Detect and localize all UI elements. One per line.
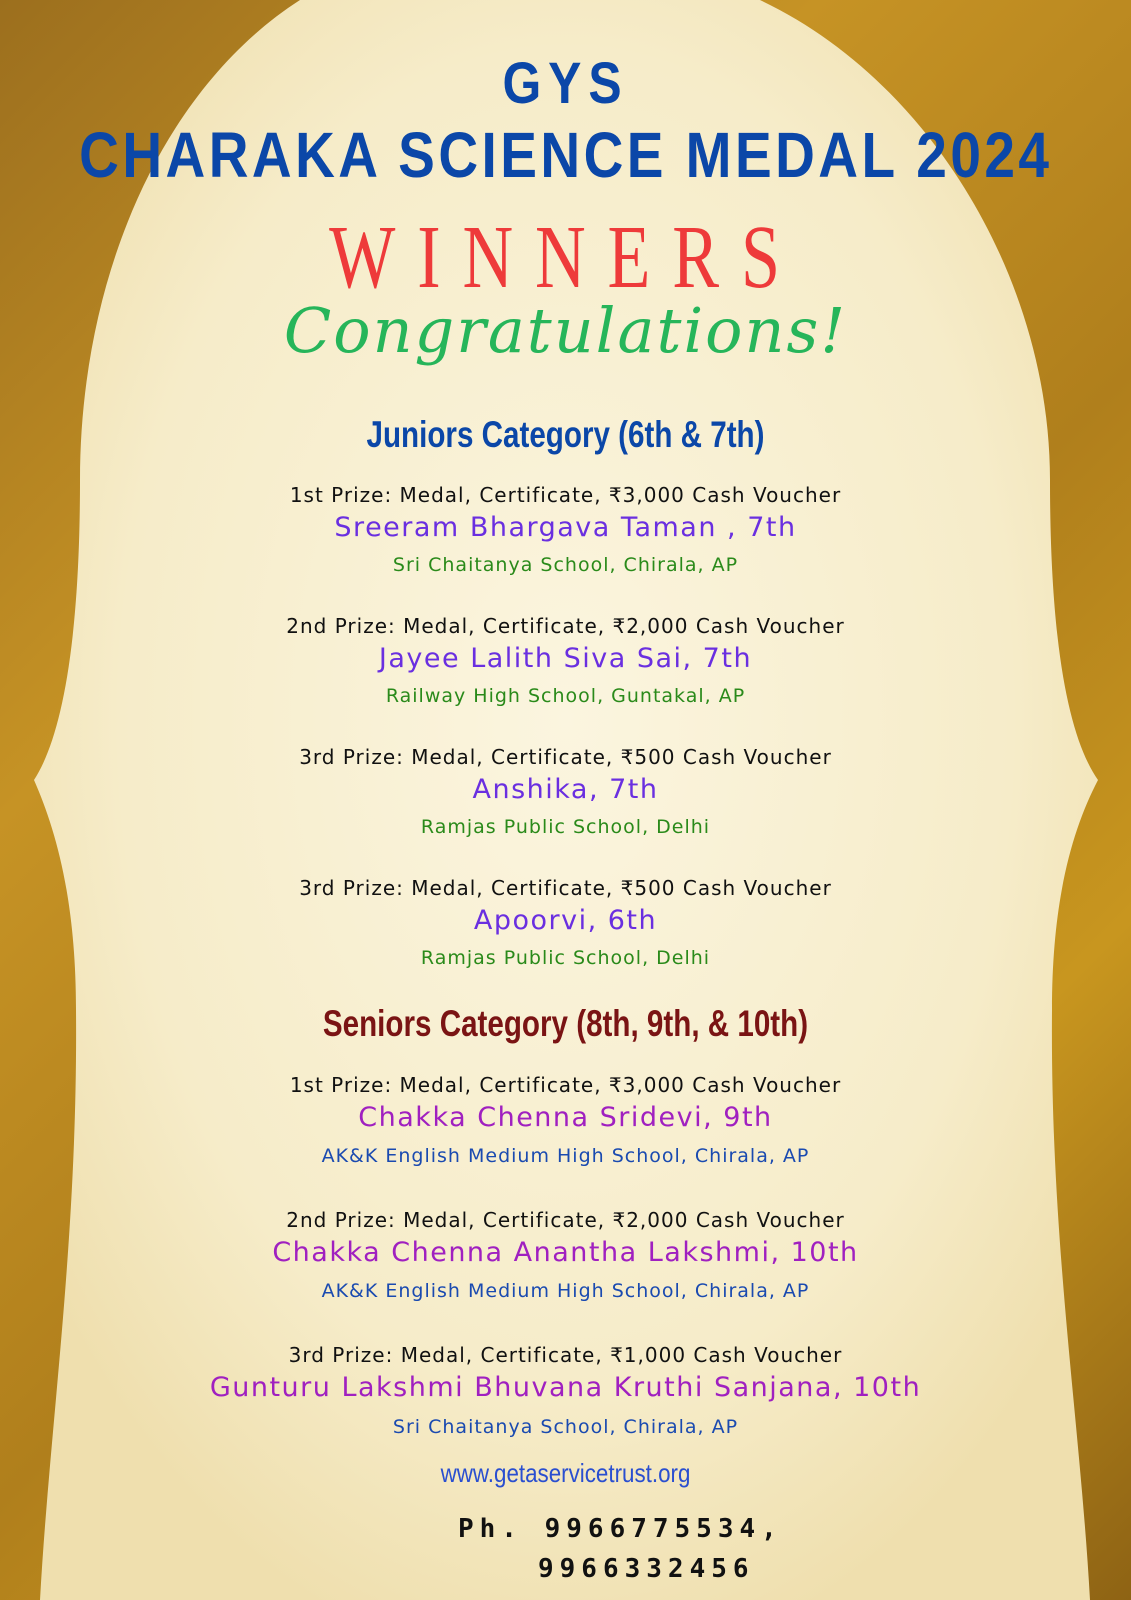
school-name: AK&K English Medium High School, Chirala, AP <box>321 1145 810 1167</box>
prize-label: 3rd Prize: Medal, Certificate, ₹1,000 Cash Voucher <box>288 1343 843 1367</box>
congratulations-text: Congratulations! <box>283 294 848 367</box>
prize-label: 2nd Prize: Medal, Certificate, ₹2,000 Cash Voucher <box>286 614 845 638</box>
school-name: Ramjas Public School, Delhi <box>420 947 711 969</box>
winner-name: Sreeram Bhargava Taman , 7th <box>334 512 797 543</box>
winner-name: Anshika, 7th <box>472 774 659 805</box>
winner-name: Apoorvi, 6th <box>473 905 658 936</box>
school-name: Sri Chaitanya School, Chirala, AP <box>392 554 739 576</box>
school-name: Railway High School, Guntakal, AP <box>385 685 746 707</box>
seniors-category-title: Seniors Category (8th, 9th, & 10th) <box>322 1003 809 1044</box>
prize-label: 1st Prize: Medal, Certificate, ₹3,000 Cash Voucher <box>289 483 842 507</box>
event-title: CHARAKA SCIENCE MEDAL 2024 <box>79 119 1053 191</box>
winner-name: Gunturu Lakshmi Bhuvana Kruthi Sanjana, 10th <box>209 1372 922 1403</box>
school-name: Sri Chaitanya School, Chirala, AP <box>392 1416 739 1438</box>
school-name: Ramjas Public School, Delhi <box>420 816 711 838</box>
prize-label: 3rd Prize: Medal, Certificate, ₹500 Cash Voucher <box>299 745 832 769</box>
prize-label: 3rd Prize: Medal, Certificate, ₹500 Cash Voucher <box>299 876 832 900</box>
prize-label: 1st Prize: Medal, Certificate, ₹3,000 Cash Voucher <box>289 1073 842 1097</box>
winner-name: Chakka Chenna Anantha Lakshmi, 10th <box>272 1237 859 1268</box>
org-name: GYS <box>502 51 629 116</box>
winner-name: Jayee Lalith Siva Sai, 7th <box>378 643 753 674</box>
juniors-category-title: Juniors Category (6th & 7th) <box>366 414 765 455</box>
phone-number-1: Ph. 9966775534, <box>458 1514 783 1544</box>
school-name: AK&K English Medium High School, Chirala, AP <box>321 1280 810 1302</box>
phone-number-2: 9966332456 <box>538 1554 755 1584</box>
winners-heading: WINNERS <box>329 208 802 307</box>
website-link[interactable]: www.getaservicetrust.org <box>440 1458 691 1488</box>
prize-label: 2nd Prize: Medal, Certificate, ₹2,000 Cash Voucher <box>286 1208 845 1232</box>
winner-name: Chakka Chenna Sridevi, 9th <box>358 1102 773 1133</box>
